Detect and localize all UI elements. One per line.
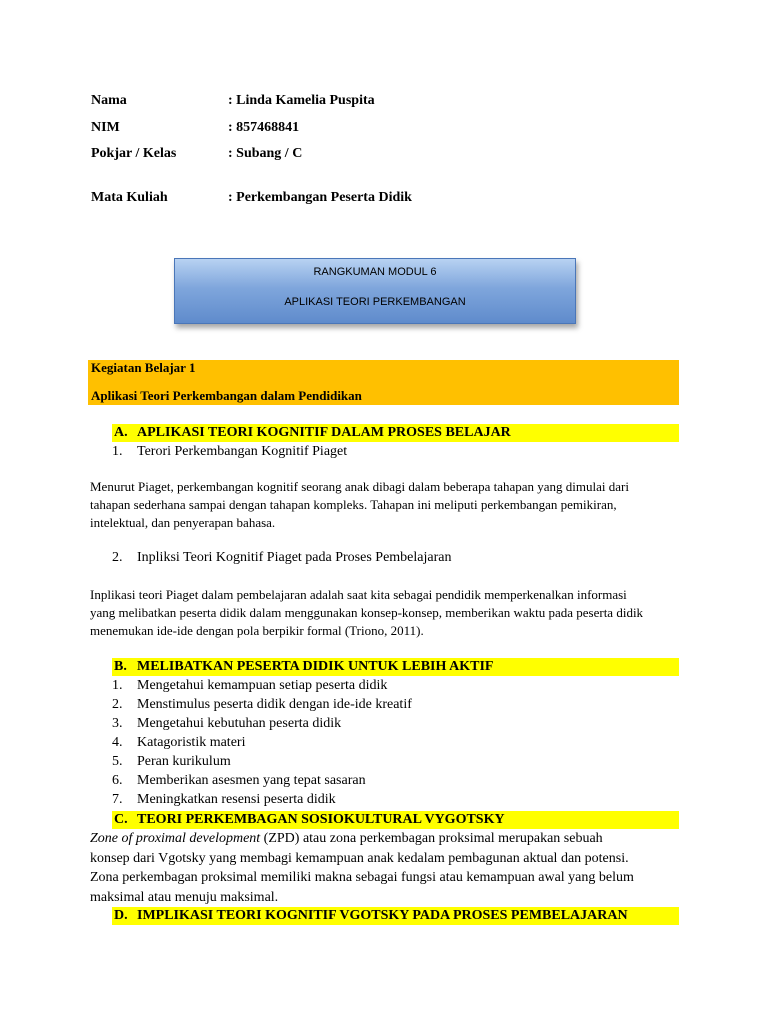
section-a-heading (112, 424, 679, 442)
item-text: Memberikan asesmen yang tepat sasaran (137, 773, 366, 788)
paragraph-line: Zona perkembagan proksimal memiliki makna sebagai fungsi atau kemampuan awal yang belum (90, 870, 634, 885)
section-d-heading (112, 907, 679, 925)
module-subtitle: APLIKASI TEORI PERKEMBANGAN (284, 296, 466, 308)
item-number: 7. (112, 792, 123, 807)
module-title-box (174, 258, 576, 324)
kegiatan-subtitle: Aplikasi Teori Perkembangan dalam Pendidikan (91, 388, 362, 403)
info-label: NIM (91, 120, 120, 135)
section-title: APLIKASI TEORI KOGNITIF DALAM PROSES BELAJAR (137, 425, 511, 440)
item-text: Meningkatkan resensi peserta didik (137, 792, 336, 807)
paragraph-line: Inplikasi teori Piaget dalam pembelajaran adalah saat kita sebagai pendidik memperkenalkan informasi (90, 587, 627, 602)
section-letter: A. (114, 425, 128, 440)
paragraph-line: maksimal atau menuju maksimal. (90, 889, 279, 905)
paragraph-zpd (90, 829, 634, 907)
kegiatan-belajar-box (88, 360, 679, 405)
item-text: Mengetahui kemampuan setiap peserta didik (137, 678, 388, 693)
info-value: : 857468841 (228, 120, 300, 135)
section-letter: D. (114, 908, 128, 923)
item-text: Peran kurikulum (137, 754, 231, 769)
item-text: Katagoristik materi (137, 735, 246, 750)
item-number: 5. (112, 754, 123, 769)
item-text: Terori Perkembangan Kognitif Piaget (137, 444, 348, 459)
info-label: Mata Kuliah (91, 190, 168, 205)
info-label: Nama (91, 93, 127, 108)
item-number: 2. (112, 697, 123, 712)
item-text: Inpliksi Teori Kognitif Piaget pada Proses Pembelajaran (137, 550, 452, 565)
info-value: : Subang / C (228, 146, 303, 161)
info-value: : Linda Kamelia Puspita (228, 93, 375, 108)
info-label: Pokjar / Kelas (91, 146, 177, 161)
section-b-heading (112, 658, 679, 676)
section-title: MELIBATKAN PESERTA DIDIK UNTUK LEBIH AKTIF (137, 659, 494, 674)
paragraph-line: menemukan ide-ide dengan pola berpikir formal (Triono, 2011). (90, 623, 424, 638)
paragraph-line-rest: (ZPD) atau zona perkembagan proksimal merupakan sebuah (260, 831, 603, 846)
section-letter: B. (114, 659, 127, 674)
paragraph-inplikasi (90, 586, 643, 640)
paragraph-line: tahapan sederhana sampai dengan tahapan kompleks. Tahapan ini meliputi perkembangan pemikiran, (90, 497, 617, 512)
item-number: 6. (112, 773, 123, 788)
paragraph-line (90, 829, 634, 849)
module-title: RANGKUMAN MODUL 6 (313, 266, 437, 278)
zpd-term: Zone of proximal development (90, 831, 261, 846)
item-number: 1. (112, 678, 123, 693)
info-value: : Perkembangan Peserta Didik (228, 190, 412, 205)
item-text: Mengetahui kebutuhan peserta didik (137, 716, 342, 731)
kegiatan-title: Kegiatan Belajar 1 (91, 360, 196, 375)
item-number: 2. (112, 550, 123, 565)
section-letter: C. (114, 812, 128, 827)
item-number: 3. (112, 716, 123, 731)
section-title: TEORI PERKEMBAGAN SOSIOKULTURAL VYGOTSKY (137, 812, 505, 827)
item-text: Menstimulus peserta didik dengan ide-ide kreatif (137, 697, 412, 712)
paragraph-piaget (90, 478, 629, 532)
paragraph-line: Menurut Piaget, perkembangan kognitif seorang anak dibagi dalam beberapa tahapan yang dimulai dari (90, 479, 629, 494)
section-title: IMPLIKASI TEORI KOGNITIF VGOTSKY PADA PROSES PEMBELAJARAN (137, 908, 628, 923)
item-number: 1. (112, 444, 123, 459)
paragraph-line: intelektual, dan penyerapan bahasa. (90, 515, 276, 530)
paragraph-line: yang melibatkan peserta didik dalam menggunakan konsep-konsep, memberikan waktu pada peserta didik (90, 605, 644, 620)
paragraph-line: konsep dari Vgotsky yang membagi kemampuan anak kedalam pembagunan aktual dan potensi. (90, 850, 629, 866)
section-c-heading (112, 811, 679, 829)
item-number: 4. (112, 735, 123, 750)
